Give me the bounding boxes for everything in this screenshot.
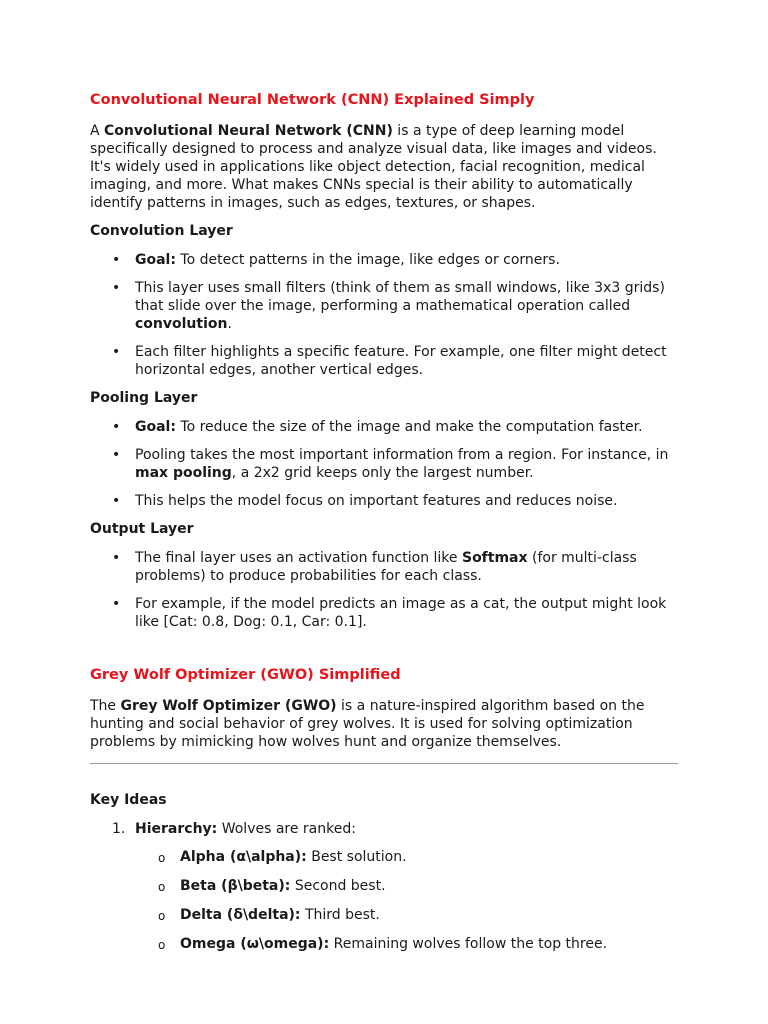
- circle-bullet-icon: o: [158, 938, 166, 952]
- bullet-icon: •: [112, 252, 121, 268]
- bullet-icon: •: [112, 596, 121, 612]
- section-spacer: [90, 641, 678, 666]
- gwo-intro: The Grey Wolf Optimizer (GWO) is a nature-inspired algorithm based on the hunting and social behavior of grey wolves. It is used for solving optimization problems by mimicking how wolves hunt and organize themselves.: [90, 698, 645, 750]
- gwo-title: Grey Wolf Optimizer (GWO) Simplified: [90, 667, 401, 683]
- list-item: • This layer uses small filters (think of them as small windows, like 3x3 grids) that slide over the image, performing a mathematical operation called convolution.: [112, 280, 665, 332]
- cnn-title: Convolutional Neural Network (CNN) Explained Simply: [90, 92, 535, 108]
- key-ideas-list: [90, 820, 678, 838]
- gwo-term: Grey Wolf Optimizer (GWO): [120, 698, 337, 714]
- key-ideas-heading: Key Ideas: [90, 792, 167, 808]
- list-item: • Goal: To detect patterns in the image, like edges or corners.: [112, 252, 560, 268]
- bullet-icon: •: [112, 550, 121, 566]
- convolution-heading: Convolution Layer: [90, 223, 233, 239]
- output-heading: Output Layer: [90, 521, 194, 537]
- list-item: • Goal: To reduce the size of the image and make the computation faster.: [112, 419, 643, 435]
- list-item: 1. Hierarchy: Wolves are ranked:: [112, 821, 356, 837]
- bullet-icon: •: [112, 280, 121, 296]
- list-item: o Alpha (α\alpha): Best solution.: [158, 849, 407, 865]
- circle-bullet-icon: o: [158, 880, 166, 894]
- pooling-heading: Pooling Layer: [90, 390, 198, 406]
- bullet-icon: •: [112, 419, 121, 435]
- bullet-icon: •: [112, 493, 121, 509]
- list-item: o Beta (β\beta): Second best.: [158, 878, 386, 894]
- list-item: • Each filter highlights a specific feature. For example, one filter might detect horizontal edges, another vertical edges.: [112, 344, 667, 378]
- output-list: [90, 549, 678, 631]
- cnn-intro: A Convolutional Neural Network (CNN) is a type of deep learning model specifically designed to process and analyze visual data, like images and videos. It's widely used in applications like object detection, facial recognition, medical imaging, and more. What makes CNNs special is their ability to automatically identify patterns in images, such as edges, textures, or shapes.: [90, 123, 657, 211]
- list-item: • Pooling takes the most important information from a region. For instance, in max pooling, a 2x2 grid keeps only the largest number.: [112, 447, 669, 481]
- circle-bullet-icon: o: [158, 851, 166, 865]
- cnn-term: Convolutional Neural Network (CNN): [104, 123, 393, 139]
- list-item: • This helps the model focus on important features and reduces noise.: [112, 493, 618, 509]
- circle-bullet-icon: o: [158, 909, 166, 923]
- bullet-icon: •: [112, 344, 121, 360]
- list-item: o Delta (δ\delta): Third best.: [158, 907, 380, 923]
- list-item: o Omega (ω\omega): Remaining wolves follow the top three.: [158, 936, 608, 952]
- list-item: • For example, if the model predicts an image as a cat, the output might look like [Cat: 0.8, Dog: 0.1, Car: 0.1].: [112, 596, 667, 630]
- bullet-icon: •: [112, 447, 121, 463]
- convolution-list: [90, 251, 678, 379]
- list-number: 1.: [112, 821, 126, 837]
- list-item: • The final layer uses an activation function like Softmax (for multi-class problems) to produce probabilities for each class.: [112, 550, 637, 584]
- horizontal-rule: [90, 763, 678, 764]
- pooling-list: [90, 418, 678, 510]
- hierarchy-sublist: [90, 848, 678, 953]
